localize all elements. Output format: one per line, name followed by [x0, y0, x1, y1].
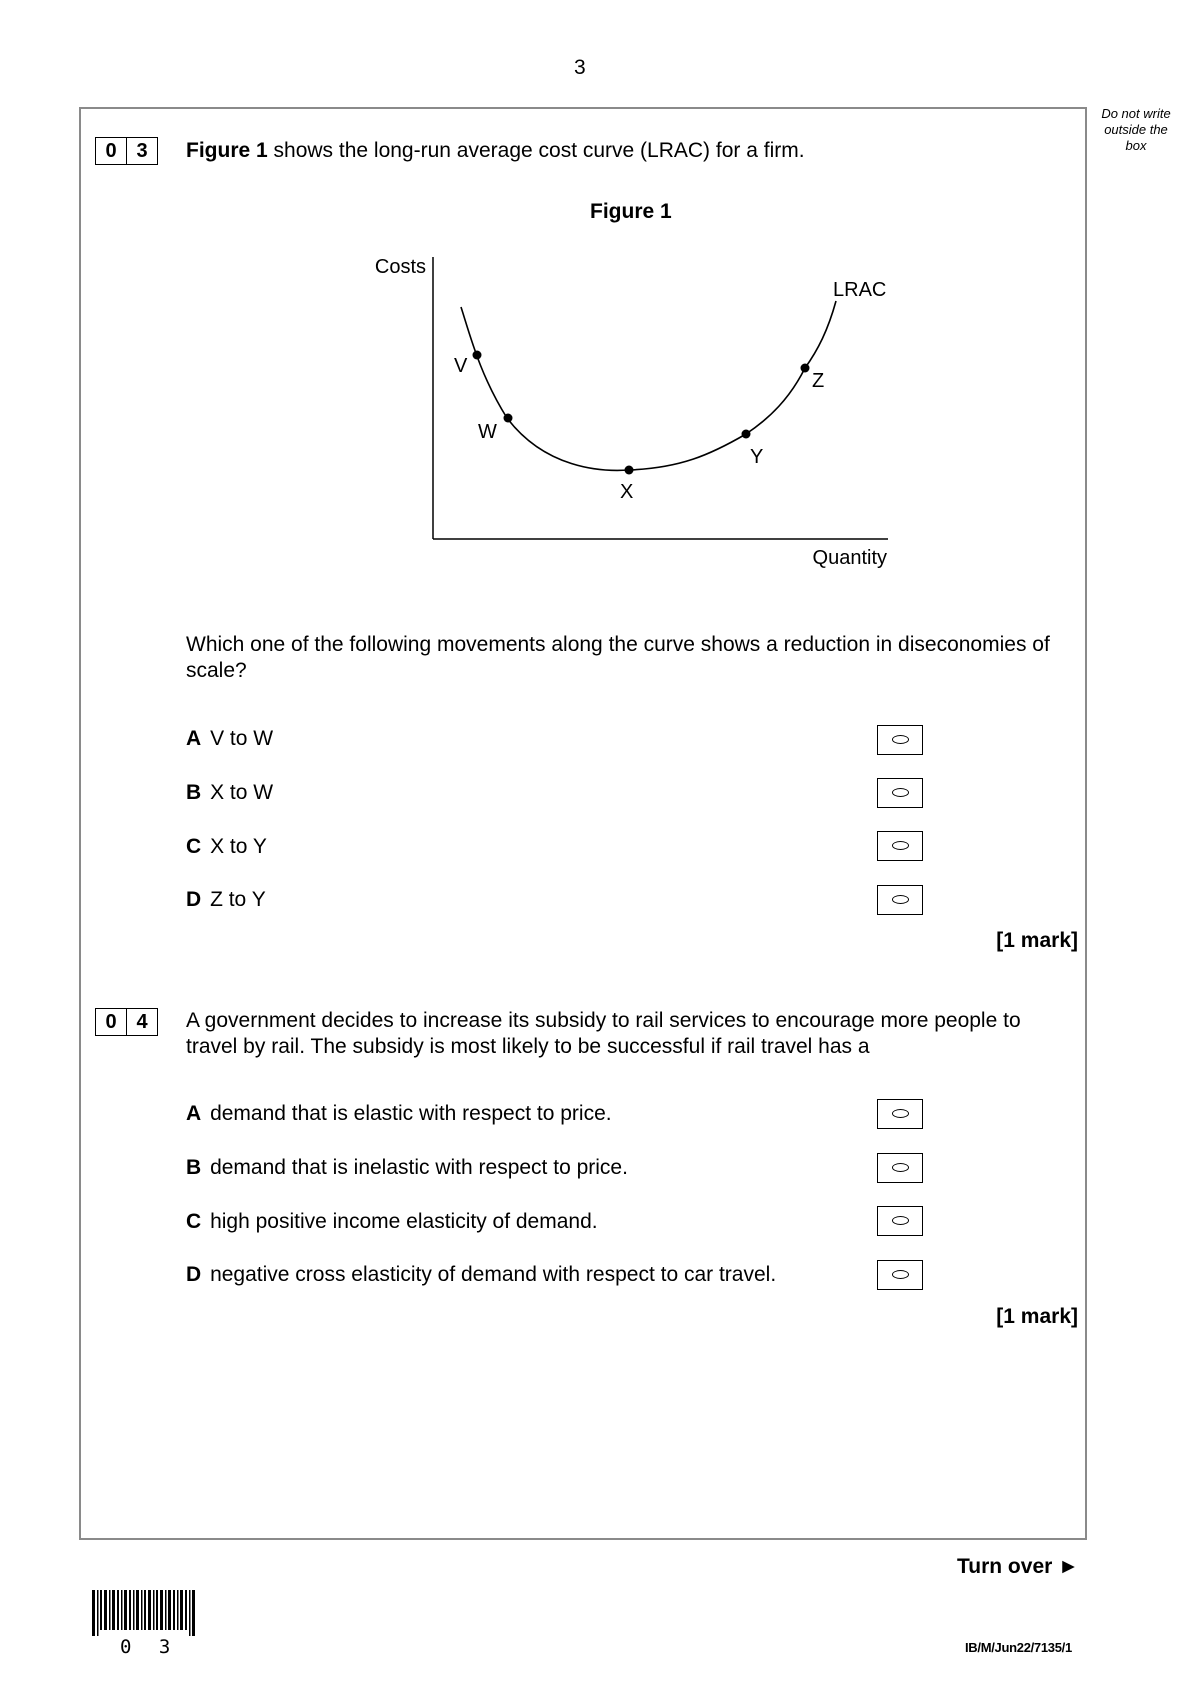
- oval-icon: [892, 1270, 909, 1279]
- answer-lozenge-q4-c[interactable]: [877, 1206, 923, 1236]
- option-b: [186, 781, 273, 805]
- answer-lozenge-q3-c[interactable]: [877, 831, 923, 861]
- option-c: [186, 835, 267, 859]
- y-axis-label: Costs: [374, 256, 426, 278]
- oval-icon: [892, 1163, 909, 1172]
- answer-lozenge-q3-a[interactable]: [877, 725, 923, 755]
- figure-title: Figure 1: [590, 200, 672, 223]
- point-x-marker: [625, 466, 634, 475]
- question-number-digit: 4: [127, 1008, 158, 1036]
- option-letter: C: [186, 1210, 202, 1233]
- option-letter: B: [186, 781, 202, 804]
- question-3-stem: Which one of the following movements along the curve shows a reduction in diseconomies of scale?: [186, 633, 1050, 682]
- oval-icon: [892, 895, 909, 904]
- lrac-figure: [360, 250, 920, 580]
- option-text: demand that is inelastic with respect to price.: [210, 1156, 628, 1179]
- question-number-03: [95, 137, 158, 165]
- x-axis-label: Quantity: [812, 547, 887, 569]
- marks-q4: [1 mark]: [996, 1305, 1078, 1328]
- option-a: [186, 1102, 612, 1126]
- option-text: X to Y: [210, 835, 267, 858]
- turn-over-label: Turn over ►: [957, 1555, 1079, 1578]
- answer-lozenge-q4-d[interactable]: [877, 1260, 923, 1290]
- page-number: 3: [574, 56, 586, 79]
- option-letter: C: [186, 835, 202, 858]
- point-z-marker: [801, 364, 810, 373]
- lrac-curve: [461, 301, 836, 470]
- oval-icon: [892, 841, 909, 850]
- answer-lozenge-q3-b[interactable]: [877, 778, 923, 808]
- answer-lozenge-q4-a[interactable]: [877, 1099, 923, 1129]
- option-letter: A: [186, 727, 202, 750]
- option-text: Z to Y: [210, 888, 266, 911]
- barcode-image: [92, 1590, 202, 1636]
- question-number-digit: 0: [95, 137, 127, 165]
- point-label-y: Y: [750, 446, 764, 468]
- question-4-stem: A government decides to increase its subsidy to rail services to encourage more people to travel by rail. The subsidy is most likely to be successful if rail travel has a: [186, 1009, 1021, 1058]
- option-text: X to W: [210, 781, 274, 804]
- option-d: [186, 1263, 776, 1287]
- oval-icon: [892, 788, 909, 797]
- margin-note: Do not write outside the box: [1101, 106, 1171, 153]
- oval-icon: [892, 1216, 909, 1225]
- option-a: [186, 727, 273, 751]
- oval-icon: [892, 735, 909, 744]
- point-y-marker: [742, 430, 751, 439]
- marks-q3: [1 mark]: [996, 929, 1078, 952]
- option-letter: A: [186, 1102, 202, 1125]
- option-d: [186, 888, 266, 912]
- curve-label: LRAC: [833, 279, 887, 301]
- option-letter: D: [186, 888, 202, 911]
- option-c: [186, 1210, 598, 1234]
- point-v-marker: [473, 351, 482, 360]
- point-label-x: X: [620, 481, 634, 503]
- option-b: [186, 1156, 628, 1180]
- barcode-digits: 0 3: [120, 1636, 179, 1658]
- question-number-digit: 3: [127, 137, 158, 165]
- option-text: V to W: [210, 727, 274, 750]
- question-number-04: [95, 1008, 158, 1036]
- question-3-intro-text: shows the long-run average cost curve (LRAC) for a firm.: [267, 139, 805, 162]
- point-label-z: Z: [812, 370, 825, 392]
- question-3-intro: [186, 138, 805, 164]
- option-text: high positive income elasticity of demand.: [210, 1210, 598, 1233]
- answer-lozenge-q3-d[interactable]: [877, 885, 923, 915]
- point-w-marker: [504, 414, 513, 423]
- option-text: demand that is elastic with respect to price.: [210, 1102, 612, 1125]
- option-letter: D: [186, 1263, 202, 1286]
- option-text: negative cross elasticity of demand with respect to car travel.: [210, 1263, 777, 1286]
- point-label-w: W: [478, 421, 497, 443]
- paper-reference: IB/M/Jun22/7135/1: [965, 1640, 1072, 1655]
- option-letter: B: [186, 1156, 202, 1179]
- answer-lozenge-q4-b[interactable]: [877, 1153, 923, 1183]
- figure-reference: Figure 1: [186, 139, 268, 162]
- oval-icon: [892, 1109, 909, 1118]
- question-number-digit: 0: [95, 1008, 127, 1036]
- point-label-v: V: [454, 355, 468, 377]
